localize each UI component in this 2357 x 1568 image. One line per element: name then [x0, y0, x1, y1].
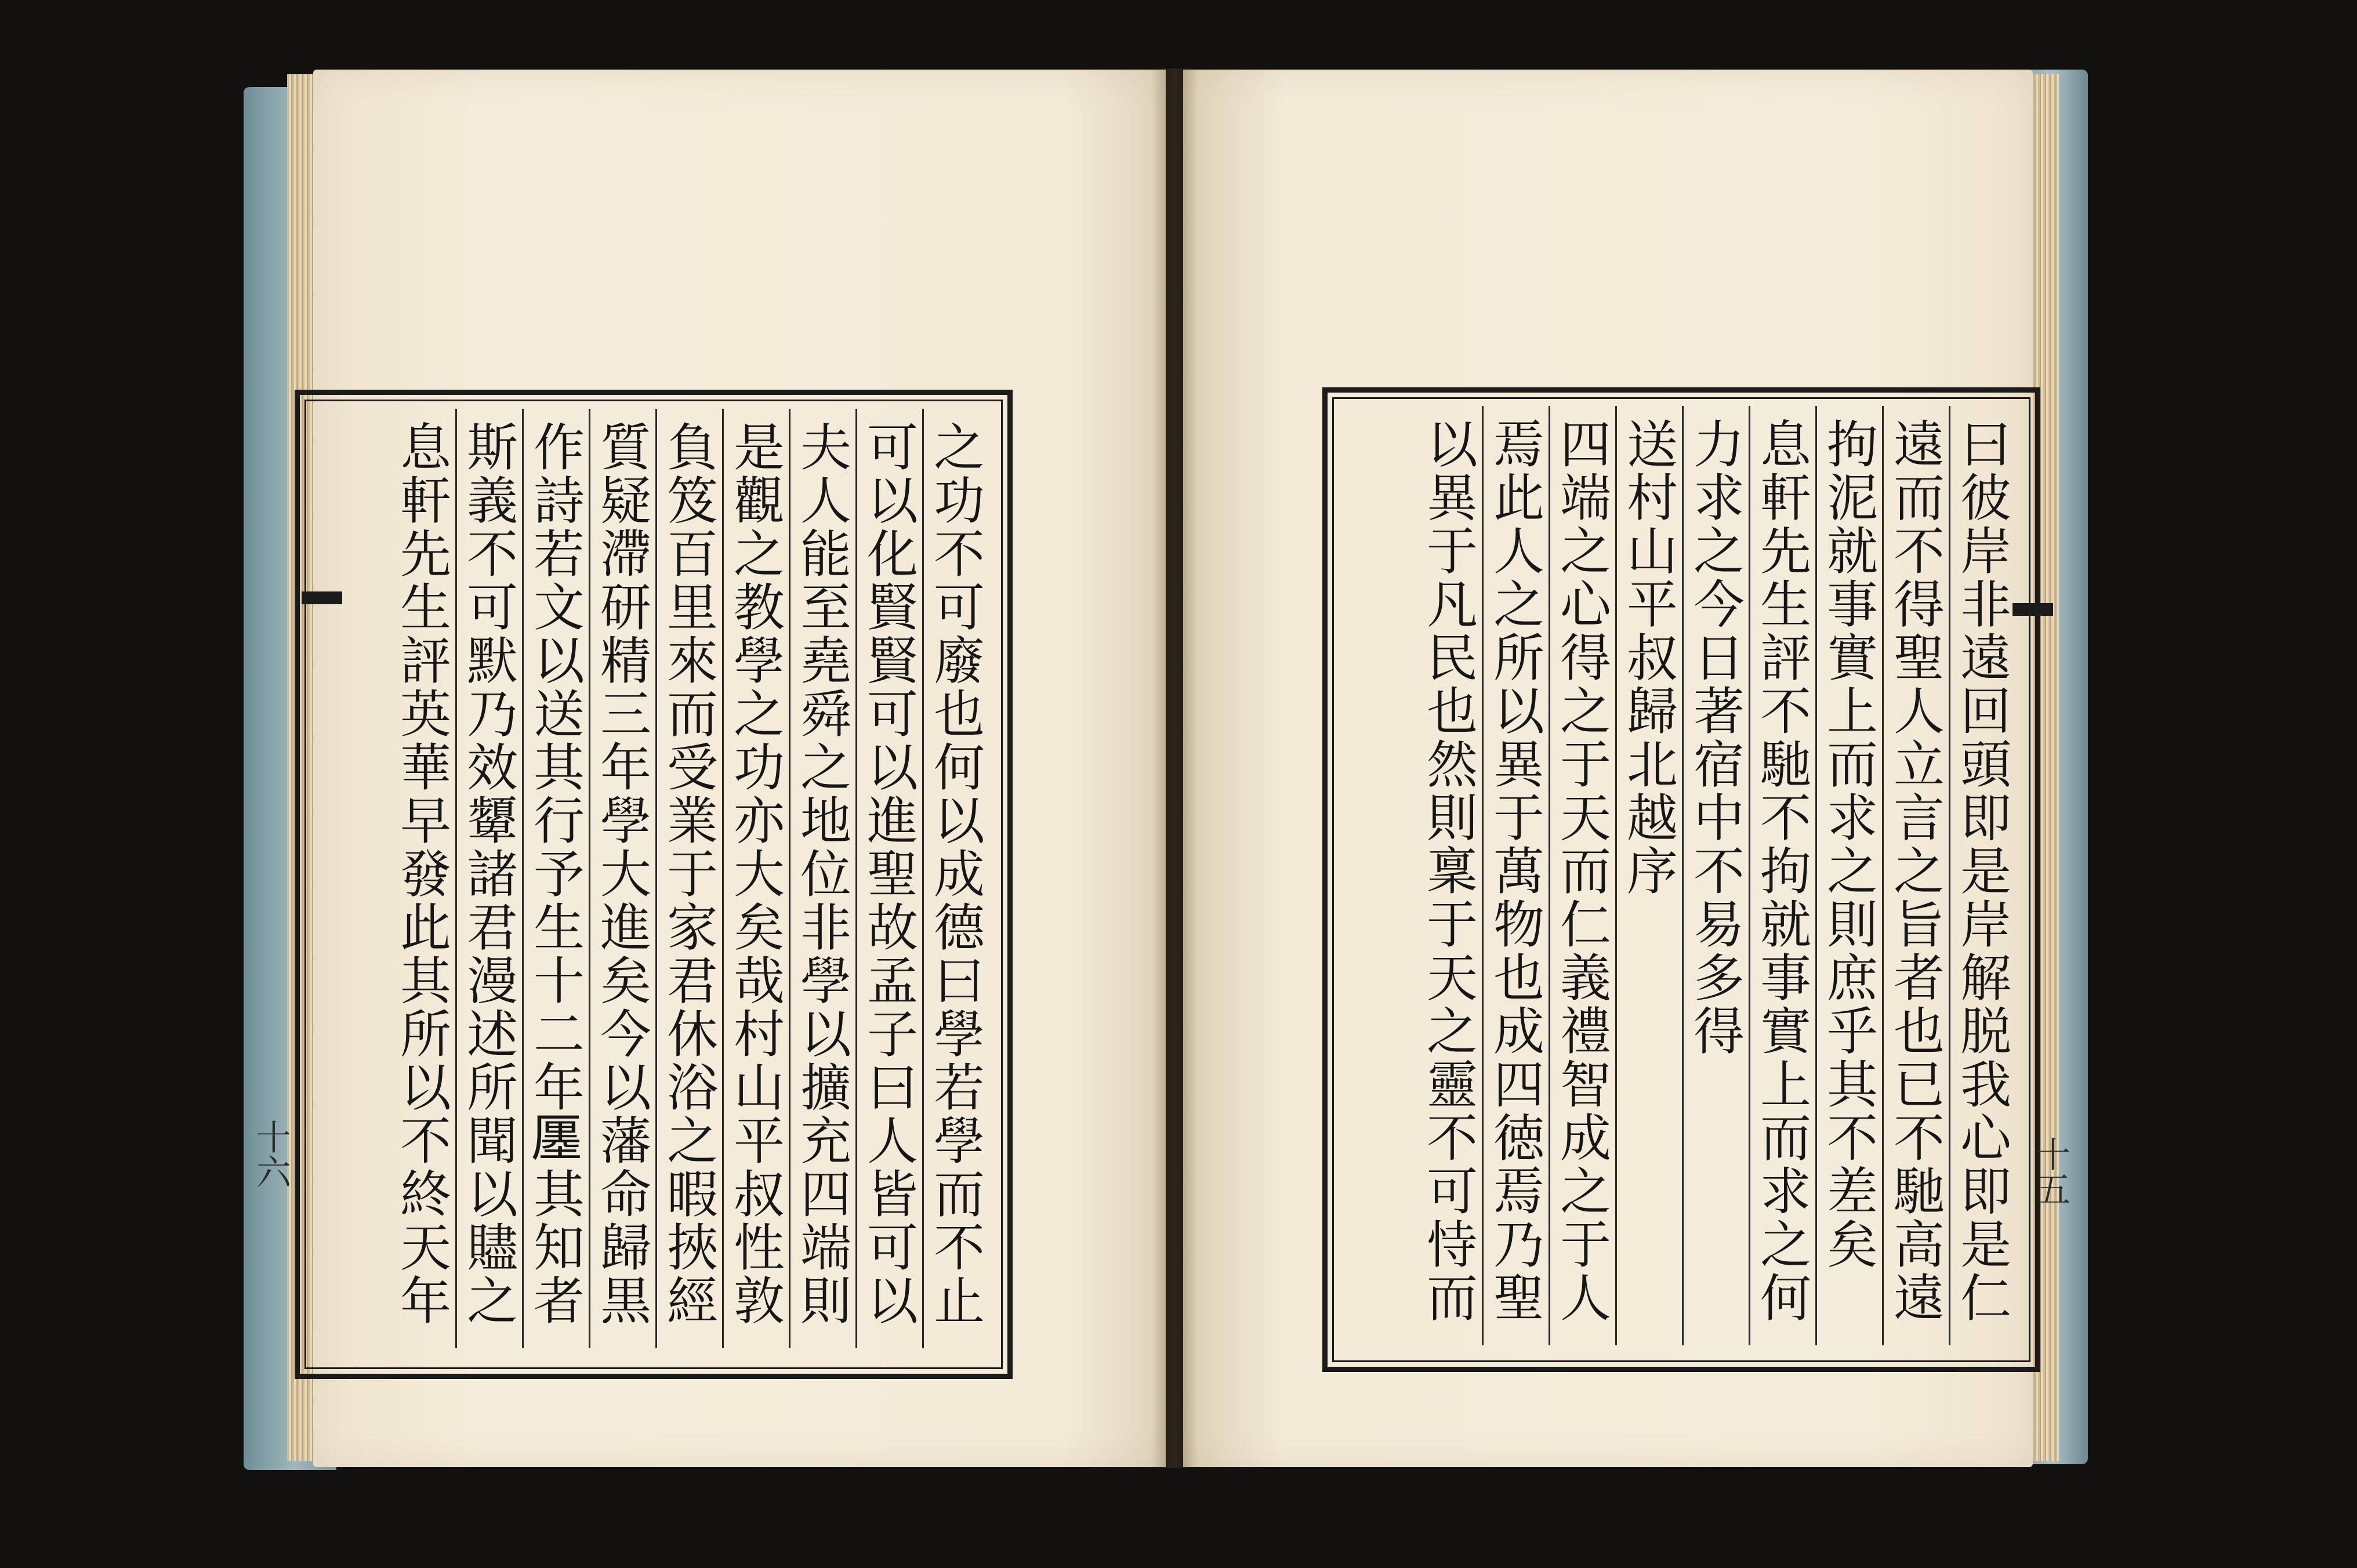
commentary-column: 息軒先生評英華早發此其所以不終天年: [392, 420, 452, 1327]
right-folio-number: 十五: [2030, 1137, 2070, 1206]
text-column: 可以化賢賢可以進聖故孟子曰人皆可以: [855, 409, 922, 1348]
text-column: 拘泥就事實上而求之則庶乎其不差矣: [1815, 406, 1882, 1345]
text-column: 作詩若文以送其行予生十二年𠪨其知者: [522, 409, 589, 1348]
text-column: 曰彼岸非遠回頭即是岸解脱我心即是仁: [1949, 406, 2015, 1345]
text-column: 之功不可廢也何以成德曰學若學而不止: [922, 409, 989, 1348]
text-column: 焉此人之所以異于萬物也成四徳焉乃聖: [1482, 406, 1549, 1345]
left-text-columns: [313, 409, 989, 1348]
essay-title-column: 送村山平叔歸北越序: [1615, 406, 1682, 1345]
right-text-columns: [1340, 406, 2015, 1345]
text-column: 斯義不可默乃效顰諸君漫述所聞以贐之: [455, 409, 522, 1348]
text-column: 是觀之教學之功亦大矣哉村山平叔性敦: [722, 409, 789, 1348]
text-column: 負笈百里來而受業于家君休浴之暇挾經: [655, 409, 722, 1348]
text-column: 質疑滯研精三年學大進矣今以藩命歸黒: [589, 409, 655, 1348]
left-folio-number: 十六: [251, 1119, 291, 1189]
commentary-column: 息軒先生評不馳不拘就事實上而求之何: [1749, 406, 1815, 1345]
right-fishtail-mark: [2012, 603, 2053, 616]
book-gutter: [1151, 68, 1198, 1468]
text-column: 四端之心得之于天而仁義禮智成之于人: [1549, 406, 1615, 1345]
commentary-column: 力求之今日著宿中不易多得: [1682, 406, 1749, 1345]
text-column: 以異于凡民也然則稟于天之靈不可恃而: [1419, 418, 1478, 1324]
text-column: 遠而不得聖人立言之旨者也已不馳高遠: [1882, 406, 1949, 1345]
text-column: 夫人能至堯舜之地位非學以擴充四端則: [789, 409, 855, 1348]
